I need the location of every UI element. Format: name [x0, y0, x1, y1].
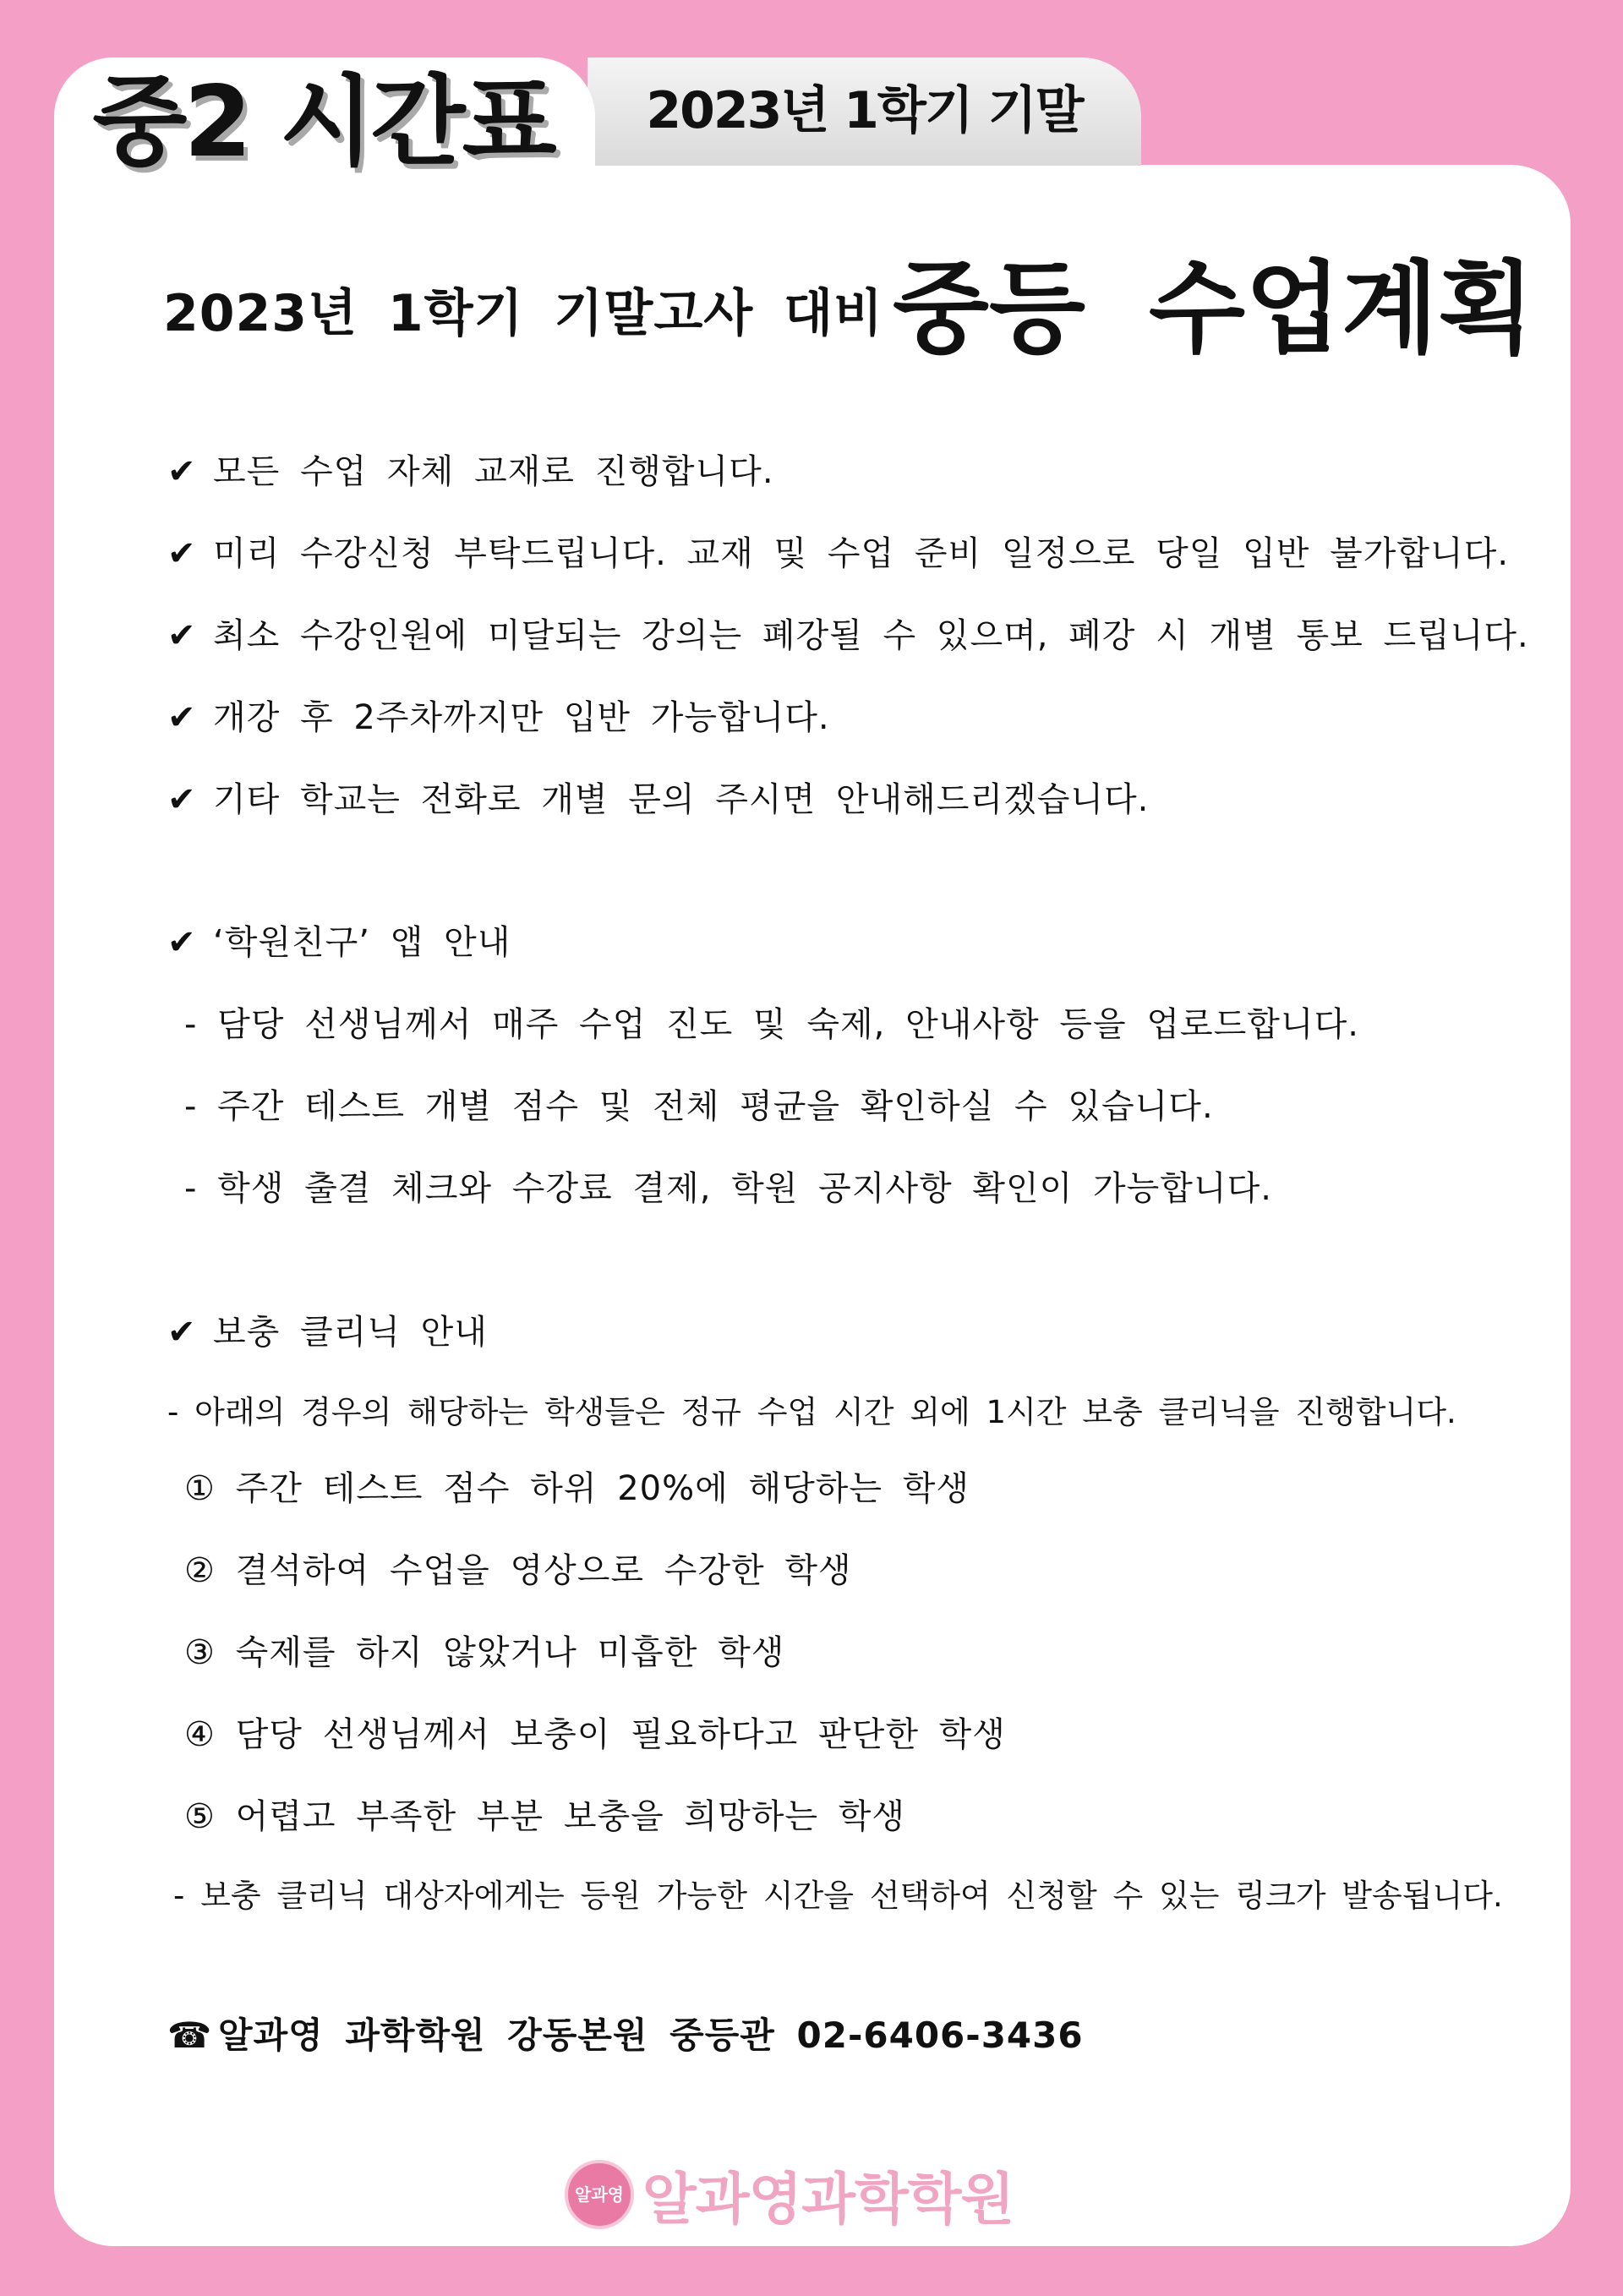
app-section-item: - 학생 출결 체크와 수강료 결제, 학원 공지사항 확인이 가능합니다. [184, 1169, 1272, 1208]
heading-title: 중등 수업계획 [893, 250, 1535, 367]
app-section-item: - 주간 테스트 개별 점수 및 전체 평균을 확인하실 수 있습니다. [184, 1087, 1214, 1126]
clinic-section-title: ✔ 보충 클리닉 안내 [167, 1309, 488, 1356]
check-icon: ✔ [167, 698, 197, 737]
app-section-item: - 담당 선생님께서 매주 수업 진도 및 숙제, 안내사항 등을 업로드합니다. [184, 1005, 1359, 1044]
logo-text: 알과영과학학원 [642, 2167, 1014, 2232]
term-label: 2023년 1학기 기말 [646, 81, 1083, 140]
check-icon: ✔ [167, 923, 197, 962]
clinic-case: ① 주간 테스트 점수 하위 20%에 해당하는 학생 [184, 1469, 970, 1508]
timetable-title: 중2 시간표 [92, 65, 554, 179]
contact-line: ☎ 알과영 과학학원 강동본원 중등관 02-6406-3436 [167, 2012, 1084, 2059]
notice-item: ✔ 미리 수강신청 부탁드립니다. 교재 및 수업 준비 일정으로 당일 입반 불가합니다. [167, 530, 1509, 577]
logo-seal: 알과영 [565, 2160, 634, 2229]
clinic-note: - 보충 클리닉 대상자에게는 등원 가능한 시간을 선택하여 신청할 수 있는 링크가 발송됩니다. [173, 1878, 1503, 1914]
notice-item: ✔ 모든 수업 자체 교재로 진행합니다. [167, 448, 774, 495]
check-icon: ✔ [167, 616, 197, 655]
notice-item: ✔ 기타 학교는 전화로 개별 문의 주시면 안내해드리겠습니다. [167, 776, 1149, 823]
check-icon: ✔ [167, 534, 197, 573]
check-icon: ✔ [167, 1313, 197, 1352]
notice-item: ✔ 개강 후 2주차까지만 입반 가능합니다. [167, 694, 830, 741]
clinic-case: ② 결석하여 수업을 영상으로 수강한 학생 [184, 1551, 852, 1590]
phone-icon: ☎ [167, 2014, 213, 2056]
clinic-case: ④ 담당 선생님께서 보충이 필요하다고 판단한 학생 [184, 1715, 1006, 1754]
check-icon: ✔ [167, 780, 197, 819]
app-section-title: ✔ ‘학원친구’ 앱 안내 [167, 919, 511, 966]
clinic-case: ③ 숙제를 하지 않았거나 미흡한 학생 [184, 1633, 785, 1672]
academy-logo [565, 2154, 1014, 2234]
clinic-case: ⑤ 어렵고 부족한 부분 보충을 희망하는 학생 [184, 1797, 906, 1836]
heading-subtitle: 2023년 1학기 기말고사 대비 [163, 284, 884, 343]
clinic-intro: - 아래의 경우의 해당하는 학생들은 정규 수업 시간 외에 1시간 보충 클리닉을 진행합니다. [167, 1394, 1456, 1430]
check-icon: ✔ [167, 452, 197, 491]
notice-item: ✔ 최소 수강인원에 미달되는 강의는 폐강될 수 있으며, 폐강 시 개별 통보 드립니다. [167, 612, 1529, 659]
